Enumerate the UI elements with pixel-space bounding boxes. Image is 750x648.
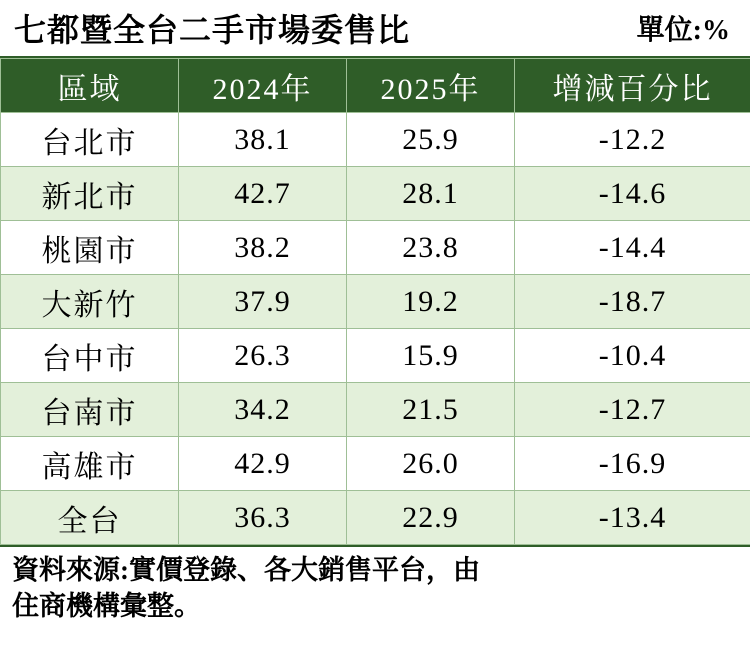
column-header-region: 區域 xyxy=(1,59,179,113)
cell-2025: 23.8 xyxy=(347,221,515,275)
cell-region: 新北市 xyxy=(1,167,179,221)
data-table xyxy=(0,58,750,545)
cell-region: 高雄市 xyxy=(1,437,179,491)
cell-delta: -14.4 xyxy=(515,221,750,275)
cell-2024: 37.9 xyxy=(179,275,347,329)
cell-2024: 38.1 xyxy=(179,113,347,167)
cell-2025: 28.1 xyxy=(347,167,515,221)
cell-delta: -18.7 xyxy=(515,275,750,329)
cell-delta: -16.9 xyxy=(515,437,750,491)
cell-region: 台南市 xyxy=(1,383,179,437)
cell-2024: 42.7 xyxy=(179,167,347,221)
table-row xyxy=(1,383,750,437)
table-row xyxy=(1,113,750,167)
table-row xyxy=(1,437,750,491)
source-note xyxy=(0,545,750,624)
cell-region: 大新竹 xyxy=(1,275,179,329)
cell-2024: 42.9 xyxy=(179,437,347,491)
table-body xyxy=(1,113,750,545)
unit-label: 單位:% xyxy=(636,15,730,46)
cell-delta: -14.6 xyxy=(515,167,750,221)
page-title: 七都暨全台二手市場委售比 xyxy=(14,12,411,48)
table-header xyxy=(1,59,750,113)
cell-2025: 21.5 xyxy=(347,383,515,437)
cell-2025: 19.2 xyxy=(347,275,515,329)
column-header-2024: 2024年 xyxy=(179,59,347,113)
cell-region: 桃園市 xyxy=(1,221,179,275)
table-row xyxy=(1,329,750,383)
cell-2024: 26.3 xyxy=(179,329,347,383)
cell-delta: -12.7 xyxy=(515,383,750,437)
table-row xyxy=(1,221,750,275)
table-row xyxy=(1,167,750,221)
cell-2025: 15.9 xyxy=(347,329,515,383)
cell-2024: 34.2 xyxy=(179,383,347,437)
column-header-delta: 增減百分比 xyxy=(515,59,750,113)
cell-2025: 22.9 xyxy=(347,491,515,545)
cell-2025: 25.9 xyxy=(347,113,515,167)
cell-delta: -10.4 xyxy=(515,329,750,383)
source-note-line-1: 資料來源:實價登錄、各大銷售平台，由 xyxy=(12,555,480,585)
source-note-line-2: 住商機構彙整。 xyxy=(12,590,201,621)
data-table-wrapper xyxy=(0,58,750,545)
table-row xyxy=(1,491,750,545)
cell-2024: 36.3 xyxy=(179,491,347,545)
cell-region: 台中市 xyxy=(1,329,179,383)
cell-delta: -12.2 xyxy=(515,113,750,167)
column-header-2025: 2025年 xyxy=(347,59,515,113)
cell-region: 台北市 xyxy=(1,113,179,167)
cell-delta: -13.4 xyxy=(515,491,750,545)
cell-2024: 38.2 xyxy=(179,221,347,275)
cell-2025: 26.0 xyxy=(347,437,515,491)
title-row xyxy=(0,0,750,58)
cell-region: 全台 xyxy=(1,491,179,545)
table-header-row xyxy=(1,59,750,113)
table-row xyxy=(1,275,750,329)
